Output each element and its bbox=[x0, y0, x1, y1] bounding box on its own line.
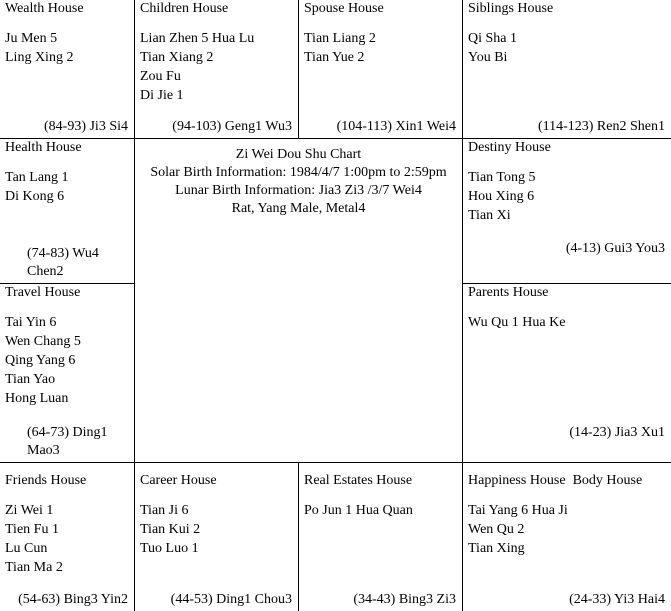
star-list bbox=[304, 501, 413, 520]
star-list bbox=[140, 29, 254, 105]
star-item: Tan Lang 1 bbox=[5, 170, 69, 185]
period-label: (94-103) Geng1 Wu3 bbox=[172, 119, 292, 134]
star-item: Tian Ma 2 bbox=[5, 560, 63, 575]
period-label: (64-73) Ding1 Mao3 bbox=[27, 425, 108, 458]
star-item: Di Kong 6 bbox=[5, 189, 65, 204]
star-item: Tai Yin 6 bbox=[5, 315, 57, 330]
star-item: Wen Qu 2 bbox=[468, 522, 525, 537]
star-item: Ling Xing 2 bbox=[5, 50, 74, 65]
house-title: Wealth House bbox=[5, 1, 84, 16]
siblings-house-cell bbox=[463, 0, 671, 139]
star-list bbox=[5, 313, 81, 408]
parents-house-cell bbox=[463, 284, 671, 463]
spouse-house-cell bbox=[299, 0, 463, 139]
star-item: Tian Kui 2 bbox=[140, 522, 201, 537]
star-item: Tian Xi bbox=[468, 208, 511, 223]
star-item: Tian Liang 2 bbox=[304, 31, 376, 46]
house-title: Travel House bbox=[5, 285, 81, 300]
destiny-house-cell bbox=[463, 139, 671, 284]
star-item: Tian Tong 5 bbox=[468, 170, 536, 185]
period-label: (24-33) Yi3 Hai4 bbox=[569, 592, 665, 607]
house-title: Health House bbox=[5, 140, 82, 155]
house-title: Career House bbox=[140, 473, 217, 488]
star-item: Tian Yao bbox=[5, 372, 56, 387]
star-list bbox=[5, 168, 69, 206]
house-title: Destiny House bbox=[468, 140, 551, 155]
star-item: Tai Yang 6 Hua Ji bbox=[468, 503, 568, 518]
period-label: (74-83) Wu4 Chen2 bbox=[27, 246, 99, 279]
house-title: Children House bbox=[140, 1, 229, 16]
star-item: Tien Fu 1 bbox=[5, 522, 59, 537]
house-title: Siblings House bbox=[468, 1, 554, 16]
star-item: You Bi bbox=[468, 50, 508, 65]
star-item: Qing Yang 6 bbox=[5, 353, 76, 368]
house-title: Friends House bbox=[5, 473, 87, 488]
health-house-cell bbox=[0, 139, 135, 284]
star-item: Di Jie 1 bbox=[140, 88, 184, 103]
star-item: Lian Zhen 5 Hua Lu bbox=[140, 31, 255, 46]
star-item: Tian Ji 6 bbox=[140, 503, 189, 518]
star-list bbox=[468, 168, 535, 225]
star-item: Tian Yue 2 bbox=[304, 50, 365, 65]
travel-house-cell bbox=[0, 284, 135, 463]
house-title: Parents House bbox=[468, 285, 549, 300]
happiness-house-cell bbox=[463, 463, 671, 611]
friends-house-cell bbox=[0, 463, 135, 611]
star-item: Zou Fu bbox=[140, 69, 181, 84]
period-label: (104-113) Xin1 Wei4 bbox=[336, 119, 456, 134]
star-list bbox=[304, 29, 376, 67]
star-item: Ju Men 5 bbox=[5, 31, 58, 46]
period-label: (84-93) Ji3 Si4 bbox=[44, 119, 128, 134]
star-item: Lu Cun bbox=[5, 541, 48, 556]
house-title: Happiness House Body House bbox=[468, 473, 643, 488]
lunar-birth-info: Lunar Birth Information: Jia3 Zi3 /3/7 Wei4 bbox=[175, 183, 422, 198]
career-house-cell bbox=[135, 463, 299, 611]
period-label: (44-53) Ding1 Chou3 bbox=[170, 592, 292, 607]
period-label: (34-43) Bing3 Zi3 bbox=[353, 592, 456, 607]
star-item: Tian Xiang 2 bbox=[140, 50, 214, 65]
star-item: Po Jun 1 Hua Quan bbox=[304, 503, 413, 518]
house-title: Spouse House bbox=[304, 1, 384, 16]
star-item: Wen Chang 5 bbox=[5, 334, 81, 349]
period-label: (114-123) Ren2 Shen1 bbox=[537, 119, 665, 134]
star-list bbox=[5, 501, 63, 577]
star-list bbox=[140, 501, 200, 558]
wealth-house-cell bbox=[0, 0, 135, 139]
birth-summary: Rat, Yang Male, Metal4 bbox=[231, 201, 366, 216]
star-list bbox=[468, 501, 568, 558]
children-house-cell bbox=[135, 0, 299, 139]
star-item: Hong Luan bbox=[5, 391, 69, 406]
solar-birth-info: Solar Birth Information: 1984/4/7 1:00pm to 2:59pm bbox=[150, 165, 447, 180]
real-estates-house-cell bbox=[299, 463, 463, 611]
star-list bbox=[468, 29, 517, 67]
star-item: Zi Wei 1 bbox=[5, 503, 54, 518]
house-title: Real Estates House bbox=[304, 473, 413, 488]
chart-title: Zi Wei Dou Shu Chart bbox=[235, 147, 362, 162]
star-item: Wu Qu 1 Hua Ke bbox=[468, 315, 566, 330]
chart-center-panel bbox=[135, 139, 463, 463]
star-item: Hou Xing 6 bbox=[468, 189, 535, 204]
period-label: (4-13) Gui3 You3 bbox=[565, 241, 665, 256]
star-item: Qi Sha 1 bbox=[468, 31, 517, 46]
star-list bbox=[468, 313, 565, 332]
period-label: (54-63) Bing3 Yin2 bbox=[18, 592, 128, 607]
star-item: Tuo Luo 1 bbox=[140, 541, 199, 556]
star-list bbox=[5, 29, 73, 67]
period-label: (14-23) Jia3 Xu1 bbox=[569, 425, 665, 440]
star-item: Tian Xing bbox=[468, 541, 525, 556]
